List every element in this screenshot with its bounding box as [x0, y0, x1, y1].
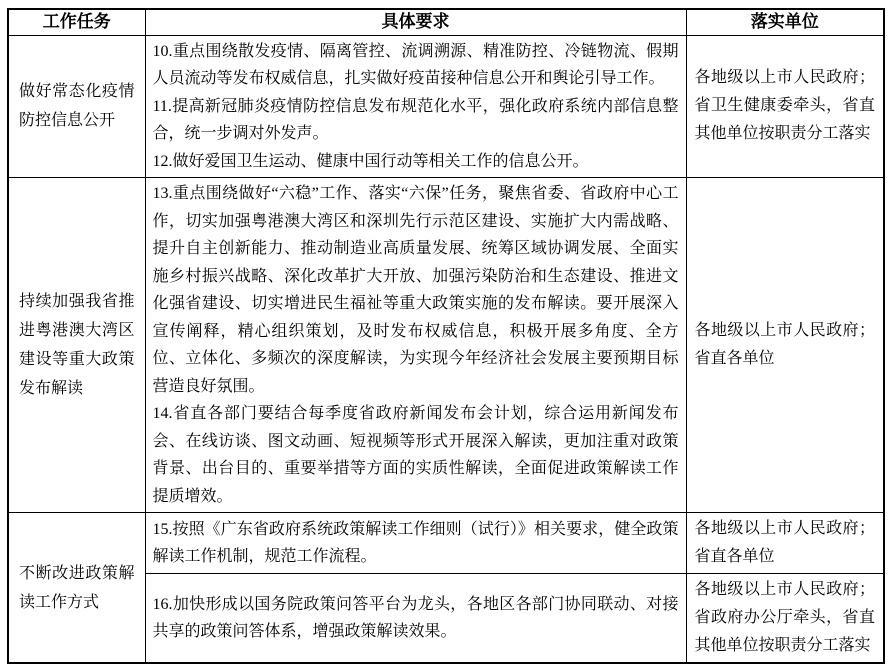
- requirement-item-16: 16.加快形成以国务院政策问答平台为龙头，各地区各部门协同联动、对接共享的政策问答体系，增强政策解读效果。: [152, 595, 679, 640]
- requirements-cell-items-10-12: [145, 35, 686, 178]
- requirements-cell-item-15: [145, 513, 686, 574]
- header-specific-requirements: 具体要求: [145, 9, 686, 35]
- task-cell-major-policy: 持续加强我省推进粤港澳大湾区建设等重大政策发布解读: [8, 178, 145, 513]
- task-cell-policy-interpretation: 不断改进政策解读工作方式: [8, 513, 145, 664]
- header-implementing-unit: 落实单位: [686, 9, 884, 35]
- table-row-policy-interpretation-a: [8, 513, 884, 574]
- work-task-table: [7, 8, 885, 664]
- table-row-major-policy: [8, 178, 884, 513]
- unit-cell-items-13-14: 各地级以上市人民政府；省直各单位: [686, 178, 884, 513]
- requirement-item-12: 12.做好爱国卫生运动、健康中国行动等相关工作的信息公开。: [152, 152, 589, 170]
- header-work-task: 工作任务: [8, 9, 145, 35]
- requirement-item-11: 11.提高新冠肺炎疫情防控信息发布规范化水平，强化政府系统内部信息整合，统一步调对外发声。: [152, 97, 679, 142]
- unit-cell-item-15: 各地级以上市人民政府；省直各单位: [686, 513, 884, 574]
- requirement-item-15: 15.按照《广东省政府系统政策解读工作细则（试行）》相关要求，健全政策解读工作机制，规范工作流程。: [152, 520, 679, 565]
- requirement-item-10: 10.重点围绕散发疫情、隔离管控、流调溯源、精准防控、冷链物流、假期人员流动等发布权威信息，扎实做好疫苗接种信息公开和舆论引导工作。: [152, 42, 679, 87]
- requirements-cell-item-16: [145, 574, 686, 664]
- table-row-epidemic-info: [8, 35, 884, 178]
- requirement-item-13: 13.重点围绕做好“六稳”工作、落实“六保”任务，聚焦省委、省政府中心工作，切实加强粤港澳大湾区和深圳先行示范区建设、实施扩大内需战略、提升自主创新能力、推动制造业高质量发展、统筹区域协调发展、全面实施乡村振兴战略、深化改革扩大开放、加强污染防治和生态建设、推进文化强省建设、切实增进民生福祉等重大政策实施的发布解读。要开展深入宣传阐释，精心组织策划，及时发布权威信息，积极开展多角度、全方位、立体化、多频次的深度解读，为实现今年经济社会发展主要预期目标营造良好氛围。: [152, 185, 679, 395]
- table-header-row: [8, 9, 884, 35]
- unit-cell-item-16: 各地级以上市人民政府；省政府办公厅牵头，省直其他单位按职责分工落实: [686, 574, 884, 664]
- task-cell-epidemic-info: 做好常态化疫情防控信息公开: [8, 35, 145, 178]
- requirements-cell-items-13-14: [145, 178, 686, 513]
- unit-cell-items-10-12: 各地级以上市人民政府；省卫生健康委牵头，省直其他单位按职责分工落实: [686, 35, 884, 178]
- requirement-item-14: 14.省直各部门要结合每季度省政府新闻发布会计划，综合运用新闻发布会、在线访谈、图文动画、短视频等形式开展深入解读，更加注重对政策背景、出台目的、重要举措等方面的实质性解读，全面促进政策解读工作提质增效。: [152, 405, 679, 505]
